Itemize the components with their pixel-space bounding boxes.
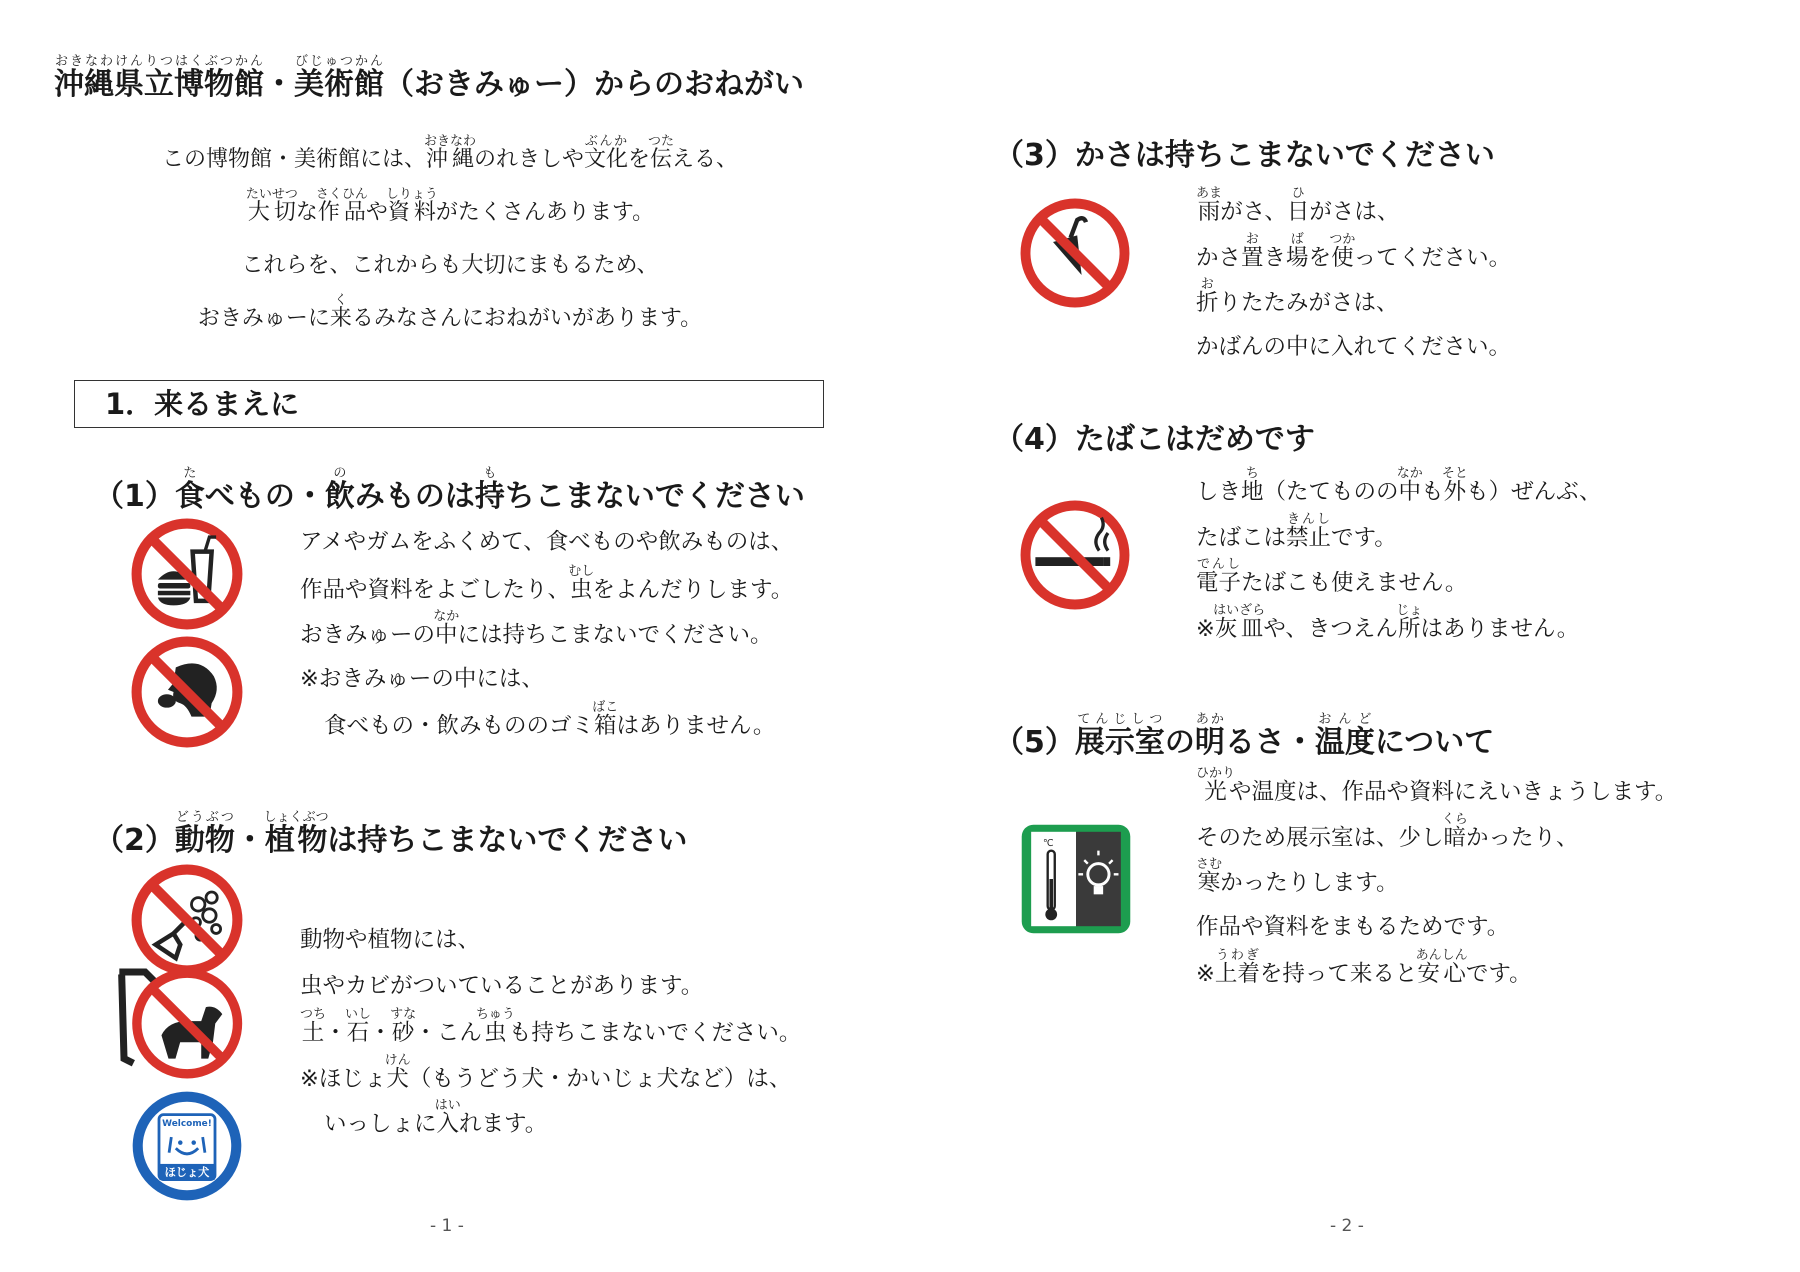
furigana: さむ: [1196, 857, 1223, 872]
furigana: しりょう: [385, 187, 438, 202]
furigana: はいざら: [1213, 602, 1266, 618]
furigana: あま: [1196, 186, 1223, 201]
furigana: どうぶつ: [174, 810, 235, 825]
no-eating-icon: [131, 636, 243, 748]
body-line: 動物や植物には、: [300, 927, 481, 953]
item1-body: [300, 518, 793, 746]
no-pets-icon: [114, 965, 244, 1082]
furigana: じょ: [1396, 602, 1423, 618]
ruby-word: 入はい: [434, 1098, 461, 1137]
thermo-unit-label: ℃: [1042, 837, 1054, 849]
ruby-word: 虫ちゅう: [475, 1007, 515, 1046]
furigana: ぶんか: [583, 134, 628, 149]
body-line: ※おきみゅーの中には、: [300, 665, 544, 692]
item5-body: [1196, 766, 1677, 994]
ruby-word: 折お: [1196, 277, 1219, 316]
ruby-word: 場ば: [1286, 231, 1309, 271]
ruby-word: 大切たいせつ: [245, 187, 298, 225]
body-line: 作品や資料をよごしたり、虫むしをよんだりします。: [300, 563, 794, 603]
ruby-word: 雨あま: [1196, 186, 1223, 225]
ruby-word: 来く: [329, 293, 352, 331]
furigana: むし: [568, 563, 595, 579]
no-plants-animals-icon: [131, 864, 243, 976]
item1-heading: （1）食たべもの・飲のみものは持もちこまないでください: [94, 466, 805, 514]
ruby-word: 暗くら: [1441, 811, 1468, 851]
body-line: 雨あまがさ、日ひがさは、: [1196, 186, 1400, 225]
furigana: ば: [1286, 231, 1309, 247]
ruby-word: 植物しょくぶつ: [263, 810, 329, 858]
ruby-word: 中なか: [1396, 466, 1423, 505]
ruby-word: 使つか: [1329, 231, 1356, 271]
item2-heading: （2）動物どうぶつ・植物しょくぶつは持ちこまないでください: [94, 810, 688, 858]
furigana: つか: [1329, 231, 1356, 247]
furigana: おきなわけんりつはくぶつかん: [54, 54, 264, 69]
furigana: すな: [390, 1007, 417, 1022]
item5-heading: （5）展示室てんじしつの明あかるさ・温度おんどについて: [994, 712, 1495, 760]
furigana: も: [474, 466, 505, 481]
ruby-word: 寒さむ: [1196, 857, 1223, 896]
ruby-word: 日ひ: [1286, 186, 1310, 225]
furigana: ひ: [1286, 186, 1310, 201]
ruby-word: 地ち: [1241, 466, 1264, 505]
ruby-word: 持も: [474, 466, 505, 514]
assistance-dog-welcome-icon: [131, 1090, 243, 1202]
ruby-word: 飲の: [324, 466, 355, 514]
furigana: の: [324, 466, 355, 481]
no-food-icon: [131, 518, 243, 630]
page-title: 沖縄県立博物館おきなわけんりつはくぶつかん・美術館びじゅつかん（おきみゅー）からのおねがい: [54, 54, 804, 102]
ruby-word: 美術館びじゅつかん: [294, 54, 384, 102]
furigana: はい: [434, 1098, 461, 1113]
intro-text: [60, 132, 840, 344]
furigana: お: [1241, 231, 1264, 247]
page-number-2: - 2 -: [1330, 1216, 1364, 1236]
ruby-word: 砂すな: [390, 1007, 417, 1046]
body-line: 折おりたたみがさは、: [1196, 277, 1399, 316]
body-line: たばこは禁止きんしです。: [1196, 511, 1397, 551]
furigana: つた: [648, 134, 675, 149]
ruby-word: 動物どうぶつ: [174, 810, 235, 858]
ruby-word: 中なか: [433, 609, 460, 648]
furigana: ちゅう: [475, 1007, 515, 1022]
body-line: ※灰皿はいざらや、きつえん所じょはありません。: [1196, 602, 1580, 642]
body-line: かさ置おき場ばを使つかってください。: [1196, 231, 1512, 271]
body-line: いっしょに入はいれます。: [324, 1098, 548, 1137]
body-line: ※上着うわぎを持って来ると安心あんしんです。: [1196, 948, 1532, 987]
temperature-light-icon: [1017, 820, 1135, 938]
item2-body: [300, 916, 801, 1144]
ruby-word: 所じょ: [1396, 602, 1423, 642]
item3-heading: （3）かさは持ちこまないでください: [994, 138, 1495, 173]
furigana: くら: [1441, 811, 1468, 827]
body-line: そのため展示室は、少し暗くらかったり、: [1196, 811, 1579, 851]
body-line: 土つち・石いし・砂すな・こん虫ちゅうも持ちこまないでください。: [300, 1007, 802, 1046]
no-umbrella-icon: [1020, 198, 1130, 308]
furigana: た: [174, 466, 205, 481]
furigana: ち: [1241, 466, 1264, 481]
furigana: ばこ: [592, 700, 619, 715]
ruby-word: 作品さくひん: [315, 187, 368, 225]
ruby-word: 展示室てんじしつ: [1074, 712, 1165, 760]
ruby-word: 犬けん: [384, 1052, 411, 1092]
body-line: 電子でんしたばこも使えません。: [1196, 557, 1468, 596]
ruby-word: 灰皿はいざら: [1213, 602, 1266, 642]
ruby-word: 石いし: [345, 1007, 372, 1046]
furigana: けん: [384, 1052, 411, 1068]
ruby-word: 沖縄おきなわ: [423, 134, 476, 172]
ruby-word: 伝つた: [648, 134, 675, 172]
ruby-word: 土つち: [300, 1007, 327, 1046]
ruby-word: 外そと: [1441, 466, 1468, 505]
furigana: そと: [1441, 466, 1468, 481]
section-heading-box: 1．来るまえに: [74, 380, 824, 428]
body-line: しき地ち（たてものの中なかも外そとも）ぜんぶ、: [1196, 466, 1602, 505]
furigana: びじゅつかん: [294, 54, 384, 69]
furigana: あんしん: [1415, 948, 1468, 963]
furigana: てんじしつ: [1074, 712, 1165, 727]
intro-line: おきみゅーに来くるみなさんにおねがいがあります。: [197, 293, 703, 331]
ruby-word: 電子でんし: [1196, 557, 1242, 596]
welcome-badge-text: Welcome!: [162, 1118, 212, 1129]
body-line: おきみゅーの中なかには持ちこまないでください。: [300, 609, 773, 648]
furigana: きんし: [1286, 511, 1332, 527]
item3-body: [1196, 186, 1511, 368]
ruby-word: 食た: [174, 466, 205, 514]
intro-line: この博物館・美術館には、沖縄おきなわのれきしや文化ぶんかを伝つたえる、: [161, 134, 739, 172]
body-line: 食べもの・飲みもののゴミ箱ばこはありません。: [324, 700, 776, 739]
ruby-word: 安心あんしん: [1415, 948, 1468, 987]
intro-line: 大切たいせつな作品さくひんや資料しりょうがたくさんあります。: [245, 187, 655, 225]
furigana: お: [1196, 277, 1219, 292]
ruby-word: 明あか: [1194, 712, 1225, 760]
ruby-word: 光ひかり: [1196, 766, 1236, 805]
item4-heading: （4）たばこはだめです: [994, 422, 1315, 457]
body-line: ※ほじょ犬けん（もうどう犬・かいじょ犬など）は、: [300, 1052, 792, 1092]
furigana: でんし: [1196, 557, 1242, 572]
ruby-word: 上着うわぎ: [1214, 948, 1260, 987]
furigana: いし: [345, 1007, 372, 1022]
ruby-word: 置お: [1241, 231, 1264, 271]
furigana: つち: [300, 1007, 327, 1022]
no-smoking-icon: [1020, 500, 1130, 610]
furigana: たいせつ: [245, 187, 298, 202]
ruby-word: 箱ばこ: [592, 700, 619, 739]
furigana: あか: [1194, 712, 1225, 727]
furigana: く: [329, 293, 352, 308]
assist-dog-badge-text: ほじょ犬: [164, 1166, 210, 1180]
furigana: ひかり: [1196, 766, 1236, 781]
ruby-word: 資料しりょう: [385, 187, 438, 225]
furigana: おきなわ: [423, 134, 476, 149]
body-line: 作品や資料をまもるためです。: [1196, 913, 1510, 940]
item4-body: [1196, 466, 1602, 648]
ruby-word: 温度おんど: [1314, 712, 1375, 760]
furigana: なか: [433, 609, 460, 624]
ruby-word: 文化ぶんか: [583, 134, 628, 172]
intro-line: これらを、これからも大切にまもるため、: [241, 253, 659, 278]
furigana: しょくぶつ: [263, 810, 329, 825]
furigana: おんど: [1314, 712, 1375, 727]
body-line: かばんの中に入れてください。: [1196, 333, 1512, 360]
page-number-1: - 1 -: [430, 1216, 464, 1236]
body-line: 虫やカビがついていることがあります。: [300, 972, 704, 999]
furigana: さくひん: [315, 187, 368, 202]
body-line: 光ひかりや温度は、作品や資料にえいきょうします。: [1196, 766, 1678, 805]
furigana: うわぎ: [1214, 948, 1260, 963]
body-line: アメやガムをふくめて、食べものや飲みものは、: [300, 529, 794, 555]
furigana: なか: [1396, 466, 1423, 481]
ruby-word: 虫むし: [568, 563, 595, 603]
ruby-word: 禁止きんし: [1286, 511, 1332, 551]
body-line: 寒さむかったりします。: [1196, 857, 1399, 896]
ruby-word: 沖縄県立博物館おきなわけんりつはくぶつかん: [54, 54, 264, 102]
